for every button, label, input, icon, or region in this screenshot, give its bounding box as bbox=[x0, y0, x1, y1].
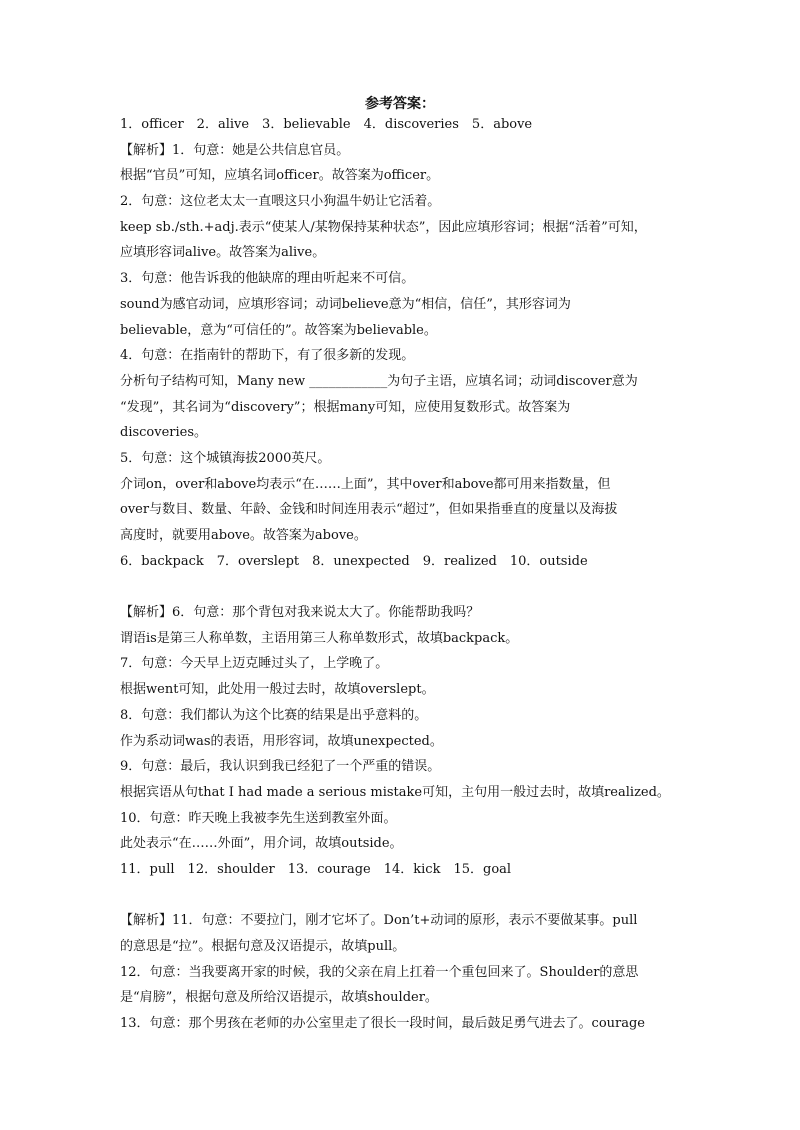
text-line: 是“肩膀”，根据句意及所给汉语提示，故填shoulder。 bbox=[120, 990, 438, 1006]
answer-text-body bbox=[120, 112, 700, 1037]
text-line: 作为系动词was的表语，用形容词，故填unexpected。 bbox=[120, 733, 443, 749]
text-line: 应填形容词alive。故答案为alive。 bbox=[120, 245, 326, 261]
text-line: 根据went可知，此处用一般过去时，故填overslept。 bbox=[120, 682, 435, 698]
text-line: 10．句意：昨天晚上我被李先生送到教室外面。 bbox=[120, 810, 397, 826]
text-line: 13．句意：那个男孩在老师的办公室里走了很长一段时间，最后鼓足勇气进去了。courage bbox=[120, 1016, 646, 1032]
text-line: 5．句意：这个城镇海拔2000英尺。 bbox=[120, 450, 331, 466]
text-line: 【解析】11．句意：不要拉门，刚才它坏了。Don’t+动词的原形，表示不要做某事。pull bbox=[120, 913, 638, 929]
text-line: 【解析】6．句意：那个背包对我来说太大了。你能帮助我吗？ bbox=[120, 605, 480, 621]
text-line: 【解析】1．句意：她是公共信息官员。 bbox=[120, 142, 350, 158]
text-line: sound为感官动词，应填形容词；动词believe意为“相信，信任”，其形容词为 bbox=[120, 296, 571, 312]
text-line: 此处表示“在……外面”，用介词，故填outside。 bbox=[120, 836, 403, 852]
page-title: 参考答案： bbox=[365, 96, 435, 112]
text-line: “发现”，其名词为“discovery”；根据many可知，应使用复数形式。故答案为 bbox=[120, 399, 571, 415]
text-line: 6．backpack 7．overslept 8．unexpected 9．realized 10．outside bbox=[120, 553, 588, 569]
text-line: keep sb./sth.+adj.表示“使某人/某物保持某种状态”，因此应填形容词；根据“活着”可知， bbox=[120, 219, 647, 235]
text-line: 的意思是“拉”。根据句意及汉语提示，故填pull。 bbox=[120, 939, 406, 954]
text-line: 7．句意：今天早上迈克睡过头了，上学晚了。 bbox=[120, 656, 389, 672]
text-line: 根据“官员”可知，应填名词officer。故答案为officer。 bbox=[120, 168, 440, 184]
text-line: 谓语is是第三人称单数，主语用第三人称单数形式，故填backpack。 bbox=[120, 630, 519, 646]
text-line: 根据宾语从句that I had made a serious mistake可知，主句用一般过去时，故填realized。 bbox=[120, 784, 670, 800]
text-line: 8．句意：我们都认为这个比赛的结果是出乎意料的。 bbox=[120, 707, 428, 723]
text-line: 2．句意：这位老太太一直喂这只小狗温牛奶让它活着。 bbox=[120, 194, 441, 210]
text-line: 4．句意：在指南针的帮助下，有了很多新的发现。 bbox=[120, 348, 415, 364]
text-line: believable，意为“可信任的”。故答案为believable。 bbox=[120, 322, 437, 338]
text-line: discoveries。 bbox=[120, 425, 208, 441]
text-line: 11．pull 12．shoulder 13．courage 14．kick 15．goal bbox=[120, 861, 512, 877]
blank-line bbox=[120, 574, 700, 600]
text-line: 分析句子结构可知，Many new ____________为句子主语，应填名词；动词discover意为 bbox=[120, 373, 638, 389]
text-line: 介词on，over和above均表示“在……上面”，其中over和above都可用来指数量，但 bbox=[120, 476, 611, 492]
text-line: 9．句意：最后，我认识到我已经犯了一个严重的错误。 bbox=[120, 759, 441, 775]
text-line: 1．officer 2．alive 3．believable 4．discoveries 5．above bbox=[120, 117, 533, 132]
text-line: 高度时，就要用above。故答案为above。 bbox=[120, 528, 367, 543]
text-line: 3．句意：他告诉我的他缺席的理由听起来不可信。 bbox=[120, 271, 415, 287]
text-line: 12．句意：当我要离开家的时候，我的父亲在肩上扛着一个重包回来了。Shoulder的意思 bbox=[120, 964, 639, 980]
blank-line bbox=[120, 883, 700, 909]
text-line: over与数目、数量、年龄、金钱和时间连用表示“超过”，但如果指垂直的度量以及海拔 bbox=[120, 502, 618, 518]
